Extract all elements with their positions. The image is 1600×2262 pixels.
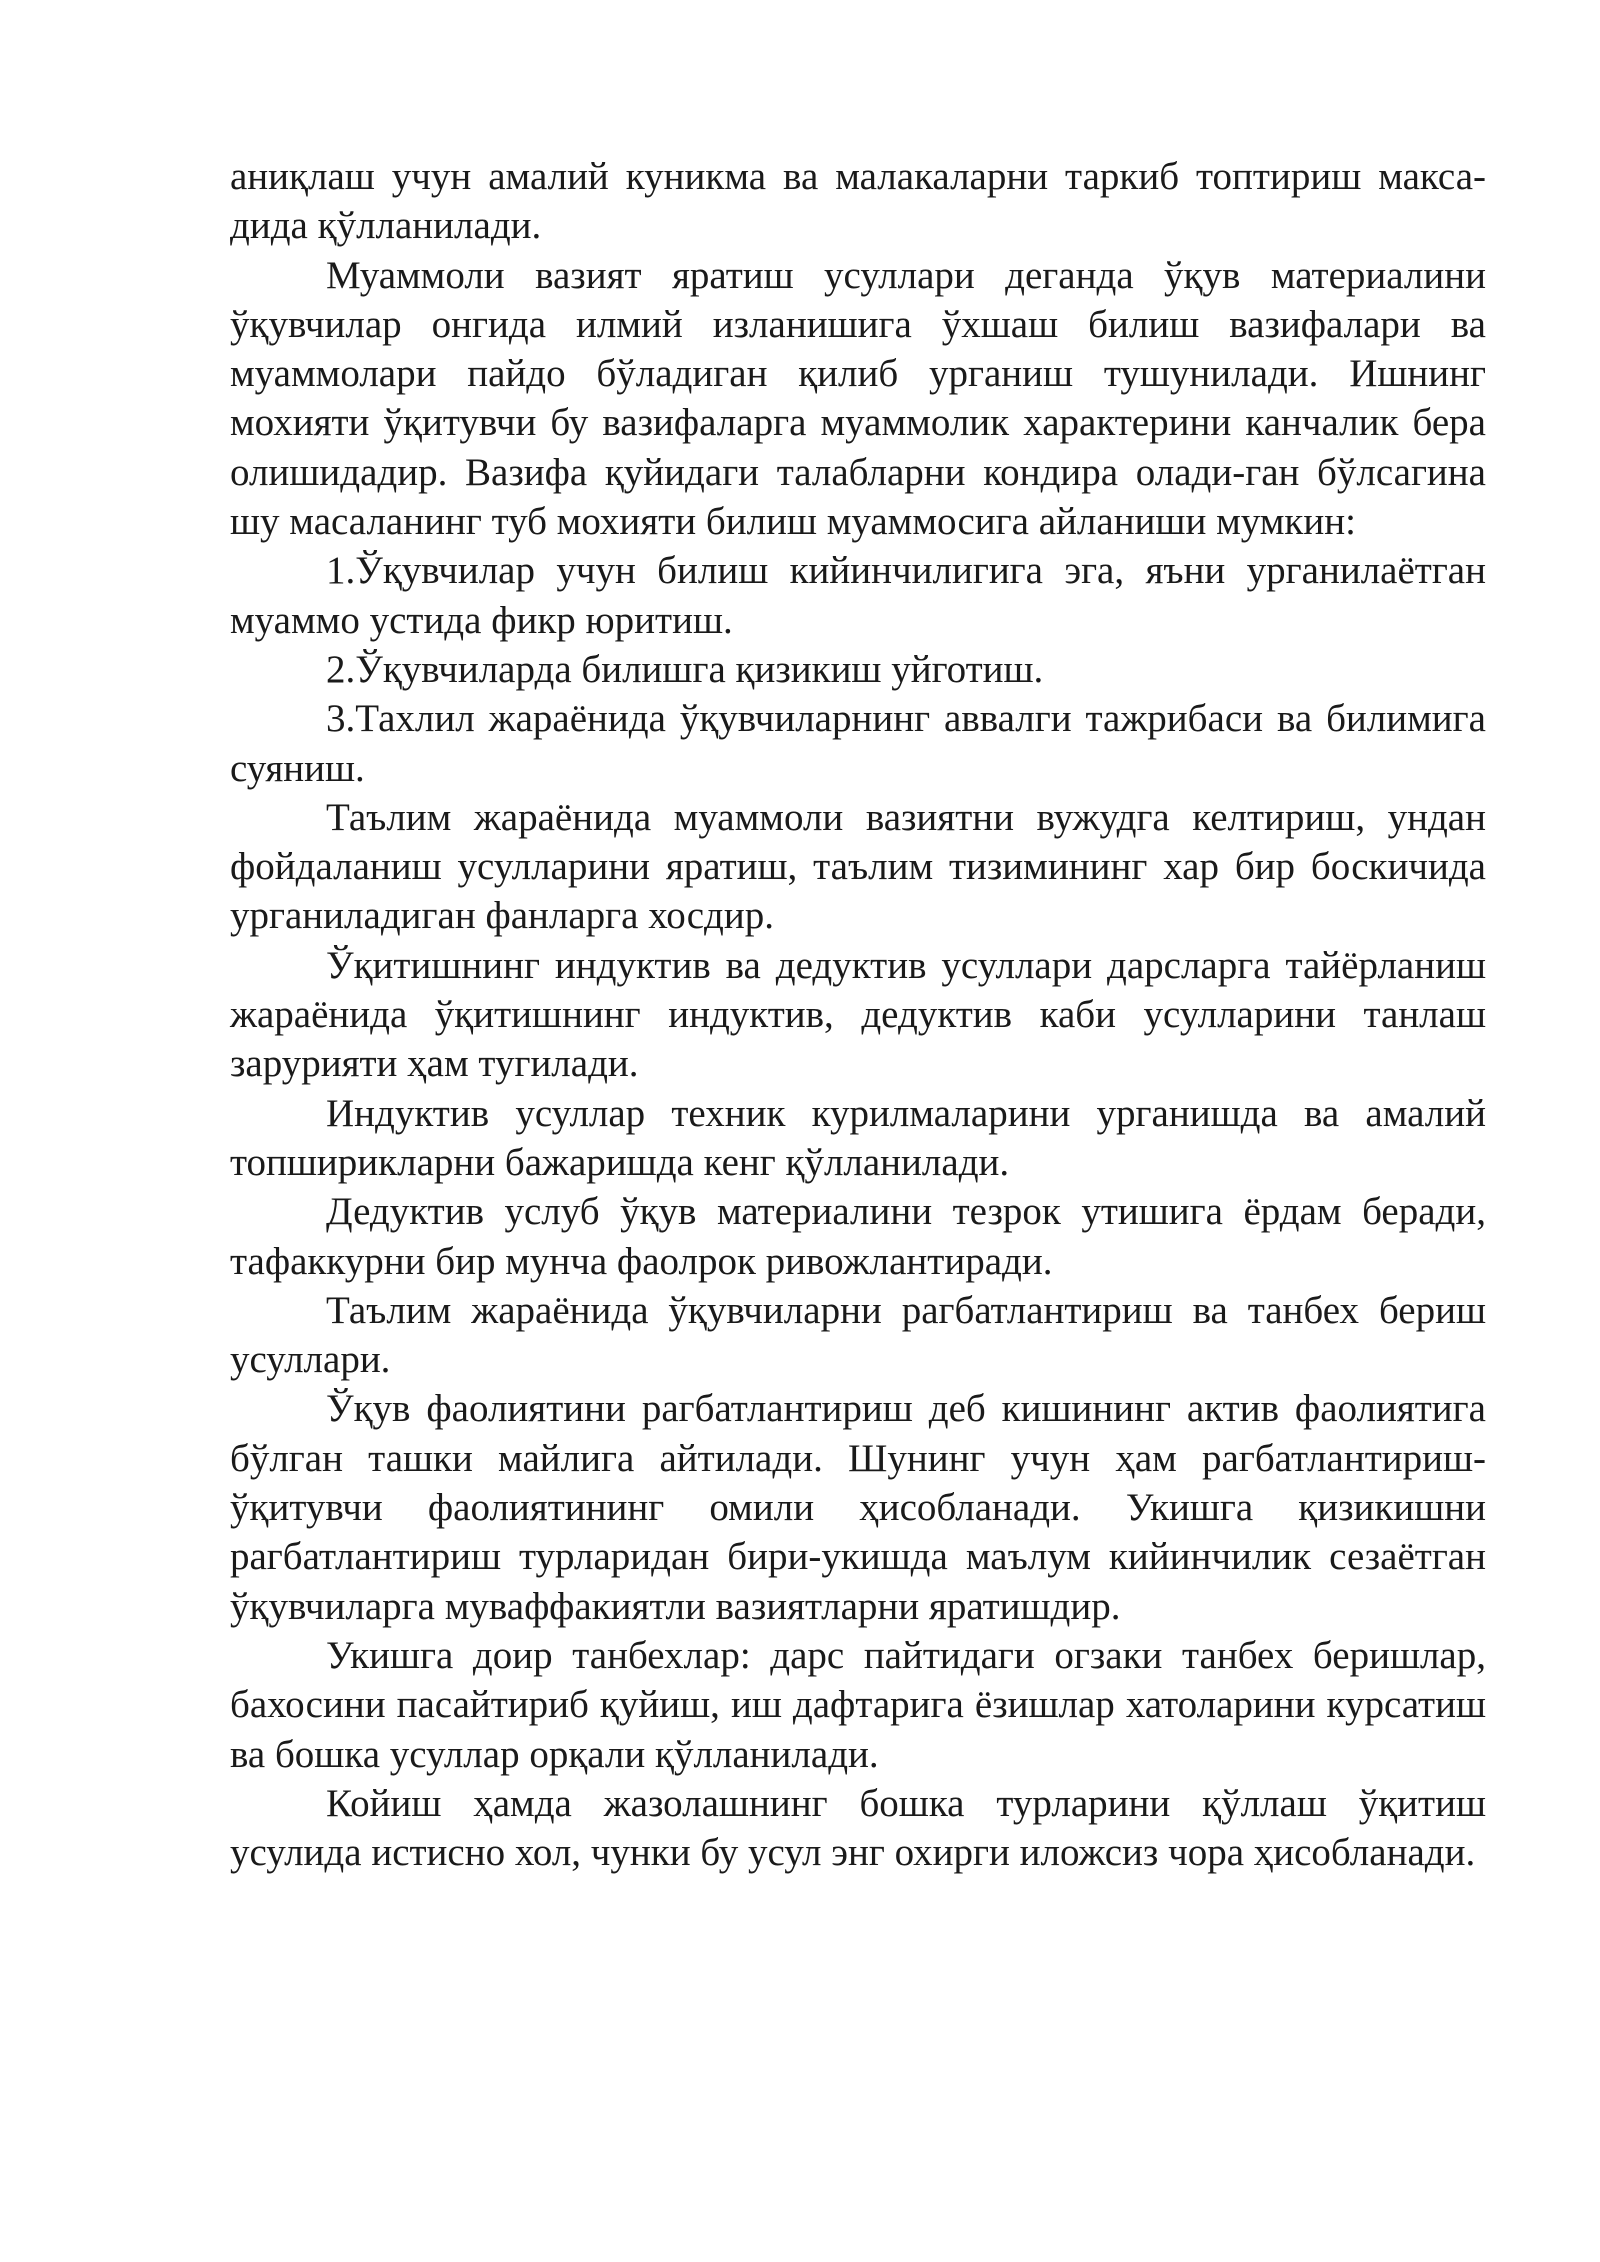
list-item-3: 3.Тахлил жараёнида ўқувчиларнинг аввалги тажрибаси ва билимига суяниш.	[230, 697, 1486, 790]
paragraph-reprimands: Укишга доир танбехлар: дарс пайтидаги огзаки танбех беришлар, бахосини пасайтириб қуйиш, иш дафтарига ёзишлар хатоларини курсатиш ва бошка усуллар орқали қўлланилади.	[230, 1633, 1486, 1776]
paragraph-encouragement-heading: Таълим жараёнида ўқувчиларни рагбатлантириш ва танбех бериш усуллари.	[230, 1288, 1486, 1382]
paragraph-continuation: аниқлаш учун амалий куникма ва малакаларни таркиб топтириш макса-дида қўлланилади.	[230, 155, 1486, 248]
paragraph-problem-situation: Муаммоли вазият яратиш усуллари деганда ўқув материалини ўқувчилар онгида илмий изланишига ўхшаш билиш вазифалари ва муаммолари пайдо бўладиган қилиб урганиш тушунилади. Ишнинг мохияти ўқитувчи бу вазифаларга муаммолик характерини канчалик бера олишидадир. Вазифа қуйидаги талабларни кондира олади-ган бўлсагина шу масаланинг туб мохияти билиш муаммосига айланиши мумкин:	[230, 253, 1486, 544]
paragraph-inductive: Индуктив усуллар техник курилмаларини урганишда ва амалий топширикларни бажаришда кенг қўлланилади.	[230, 1091, 1486, 1184]
paragraph-education-process: Таълим жараёнида муаммоли вазиятни вужудга келтириш, ундан фойдаланиш усулларини яратиш, таълим тизимининг хар бир боскичида урганиладиган фанларга хосдир.	[230, 795, 1486, 938]
document-page	[230, 152, 1486, 1877]
list-item-2: 2.Ўқувчиларда билишга қизикиш уйготиш.	[326, 647, 1044, 691]
paragraph-encouragement: Ўқув фаолиятини рагбатлантириш деб кишининг актив фаолиятига бўлган ташки майлига айтилади. Шунинг учун ҳам рагбатлантириш-ўқитувчи фаолиятининг омили ҳисобланади. Укишга қизикишни рагбатлантириш турларидан бири-укишда маълум кийинчилик сезаётган ўқувчиларга муваффакиятли вазиятларни яратишдир.	[230, 1387, 1486, 1628]
paragraph-inductive-deductive: Ўқитишнинг индуктив ва дедуктив усуллари дарсларга тайёрланиш жараёнида ўқитишнинг индуктив, дедуктив каби усулларини танлаш зарурияти ҳам тугилади.	[230, 943, 1486, 1086]
list-item-1: 1.Ўқувчилар учун билиш кийинчилигига эга, яъни урганилаётган муаммо устида фикр юритиш.	[230, 549, 1486, 642]
paragraph-deductive: Дедуктив услуб ўқув материалини тезрок утишига ёрдам беради, тафаккурни бир мунча фаолрок ривожлантиради.	[230, 1190, 1486, 1283]
paragraph-punishment: Койиш ҳамда жазолашнинг бошка турларини қўллаш ўқитиш усулида истисно хол, чунки бу усул энг охирги иложсиз чора ҳисобланади.	[230, 1781, 1486, 1875]
